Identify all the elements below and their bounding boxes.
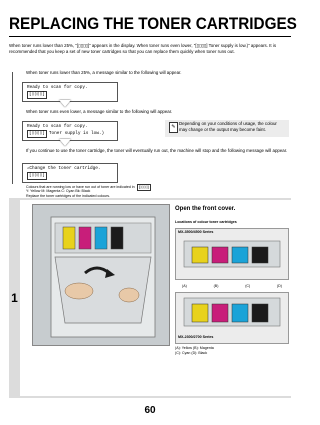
lcd-line: Ready to scan for copy.	[27, 85, 88, 90]
flow-text-2: When toner runs even lower, a message similar to the following will appear.	[26, 109, 173, 114]
flow-bracket	[12, 72, 13, 184]
series-label-b: MX-2300/2700 Series	[178, 335, 214, 339]
down-arrow-icon	[59, 139, 71, 146]
marker-b: (B)	[213, 284, 219, 288]
colour-legend-1: (A): Yellow (B): Magenta	[175, 346, 214, 350]
lcd-display-3	[22, 163, 118, 183]
note-text: Depending on your conditions of usage, the colour may change or the output may become faint.	[179, 121, 277, 133]
title-rule	[9, 36, 291, 37]
warning-icon: ⚠	[27, 167, 30, 171]
down-arrow-icon	[59, 100, 71, 107]
toner-bar: [▯▯▯▯]	[29, 173, 45, 178]
toner-bar: [▯▯▯▯]	[138, 185, 149, 189]
colour-legend-2: (C): Cyan (D): Black	[175, 351, 208, 355]
marker-d: (D)	[276, 284, 282, 288]
intro-paragraph: When toner runs lower than 25%, "[▯▯▯▯]" appears in the display. When toner runs even lower, "[▯▯▯▯] Toner supply is low.)" appears. It is recommended that you keep a set of new toner cartridges so that you can replace them quickly when toner runs out.	[9, 43, 277, 55]
cartridge-diagram-b	[175, 292, 289, 344]
front-cover-illustration	[33, 205, 169, 345]
series-label-a: MX-3500/4500 Series	[178, 230, 214, 234]
lcd-line: Change the toner cartridge.	[29, 166, 101, 171]
cartridge-slots-b	[182, 296, 282, 332]
step-heading: Open the front cover.	[175, 206, 236, 212]
flow-text-4-lead: Colours that are running low or have run out of toner are indicated in	[26, 185, 135, 189]
toner-bar: [▯▯▯▯]	[29, 131, 45, 136]
locations-label: Locations of colour toner cartridges	[175, 220, 237, 224]
page-number: 60	[144, 405, 156, 416]
lcd-suffix: Toner supply is low.)	[48, 131, 105, 136]
colour-codes: Y: Yellow M: Magenta C: Cyan Bk: Black	[26, 189, 91, 193]
step-number: 1	[11, 291, 18, 305]
lcd-line: Ready to scan for copy.	[27, 124, 88, 129]
flow-text-1: When toner runs lower than 25%, a message similar to the following will appear.	[26, 70, 182, 75]
replace-instruction: Replace the toner cartridges of the indicated colours.	[26, 193, 111, 198]
page-title: REPLACING THE TONER CARTRIDGES	[9, 14, 297, 33]
flow-text-3: If you continue to use the toner cartridge, the toner will eventually run out, the machine will stop and the following message will appear.	[26, 148, 288, 153]
toner-bar: [▯▯▯▯]	[29, 92, 45, 97]
lcd-display-1	[22, 82, 118, 102]
cartridge-slots-a	[182, 237, 282, 275]
caution-note	[165, 120, 289, 137]
cartridge-diagram-a	[175, 228, 289, 280]
note-icon: ✎	[169, 122, 178, 133]
machine-photo	[32, 204, 170, 346]
marker-c: (C)	[245, 284, 251, 288]
lcd-display-2	[22, 121, 118, 141]
marker-a: (A)	[182, 284, 187, 288]
cartridge-markers	[182, 284, 282, 289]
